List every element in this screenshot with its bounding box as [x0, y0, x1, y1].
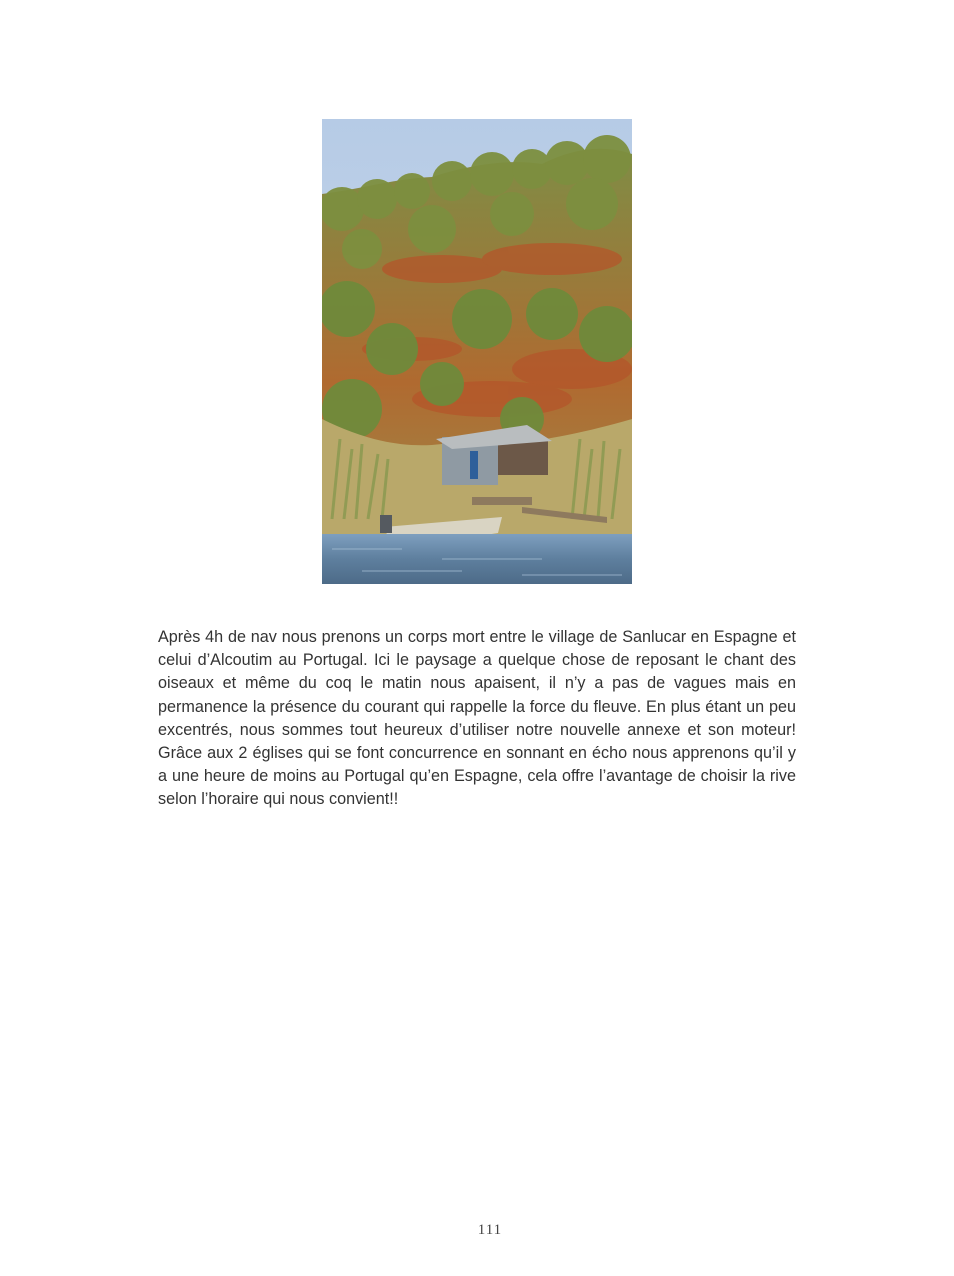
- body-paragraph: Après 4h de nav nous prenons un corps mort entre le village de Sanlucar en Espagne et celui d’Alcoutim au Portugal. Ici le paysage a quelque chose de reposant le chant des oiseaux et même du coq le matin nous apaisent, il n’y a pas de vagues mais en permanence la présence du courant qui rappelle la force du fleuve. En plus étant un peu excentrés, nous sommes tout heureux d’utiliser notre nouvelle annexe et son moteur! Grâce aux 2 églises qui se font concurrence en sonnant en écho nous apprenons qu’il y a une heure de moins au Portugal qu’en Espagne, cela offre l’avantage de choisir la rive selon l’horaire qui nous convient!!: [158, 628, 796, 809]
- river-hut-photo: [322, 119, 632, 584]
- page-number: 111: [477, 1222, 503, 1238]
